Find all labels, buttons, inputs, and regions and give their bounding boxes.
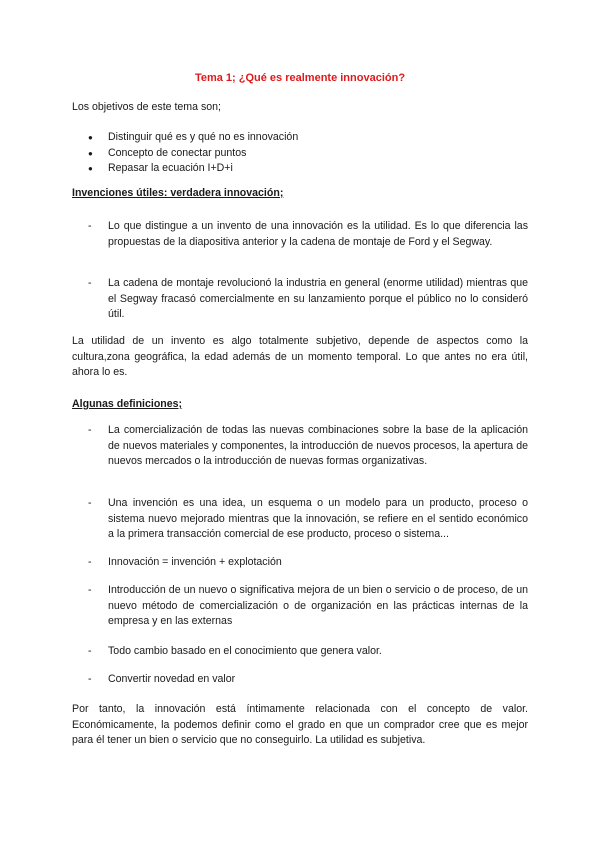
dash-marker: - [88, 424, 92, 436]
list-item-text: Introducción de un nuevo o significativa mejora de un bien o servicio o de proceso, de un nuevo método de comercialización o de organización en las prácticas internas de la empresa y en las externas [108, 584, 528, 628]
list-item-text: La cadena de montaje revolucionó la industria en general (enorme utilidad) mientras que el Segway fracasó comercialmente en su lanzamiento porque el público no lo consideró útil. [108, 277, 528, 321]
dash-marker: - [88, 673, 92, 685]
list-item [88, 644, 528, 660]
dash-marker: - [88, 645, 92, 657]
dash-marker: - [88, 277, 92, 289]
dash-marker: - [88, 220, 92, 232]
list-item [88, 276, 528, 323]
paragraph-value: Por tanto, la innovación está íntimamente relacionada con el concepto de valor. Económicamente, la podemos definir como el grado en que un comprador cree que es mejor para él tener un bien o servicio que no conseguirlo. La utilidad es subjetiva. [72, 703, 528, 747]
dash-marker: - [88, 584, 92, 596]
list-item [88, 219, 528, 250]
list-item-text: Convertir novedad en valor [108, 673, 236, 685]
list-item: ● Repasar la ecuación I+D+i [88, 161, 298, 177]
list-item-text: La comercialización de todas las nuevas combinaciones sobre la base de la aplicación de nuevos materiales y componentes, la introducción de nuevos procesos, la apertura de nuevos mercados o la introducción de nuevas formas organizativas. [108, 424, 528, 468]
paragraph-utility: La utilidad de un invento es algo totalmente subjetivo, depende de aspectos como la cultura,zona geográfica, la edad además de un momento temporal. Lo que antes no era útil, ahora lo es. [72, 335, 528, 379]
list-item [88, 496, 528, 543]
list-item-text: Innovación = invención + explotación [108, 556, 282, 568]
list-item-text: Todo cambio basado en el conocimiento que genera valor. [108, 645, 382, 657]
list-item-text: Una invención es una idea, un esquema o un modelo para un producto, proceso o sistema nuevo mejorado mientras que la innovación, se refiere en el sentido económico a la primera transacción comercial de ese producto, proceso o sistema... [108, 497, 528, 541]
dash-marker: - [88, 556, 92, 568]
section-heading-definitions: Algunas definiciones; [72, 398, 183, 410]
list-item [88, 583, 528, 630]
page-title: Tema 1; ¿Qué es realmente innovación? [194, 72, 406, 84]
list-item: ● Concepto de conectar puntos [88, 146, 298, 162]
dash-marker: - [88, 497, 92, 509]
intro-text: Los objetivos de este tema son; [72, 101, 221, 113]
section-heading-inventions: Invenciones útiles: verdadera innovación; [72, 187, 284, 199]
list-item-text: Lo que distingue a un invento de una innovación es la utilidad. Es lo que diferencia las propuestas de la diapositiva anterior y la cadena de montaje de Ford y el Segway. [108, 220, 528, 248]
objectives-list [88, 130, 298, 177]
list-item [88, 555, 528, 571]
list-item: ● Distinguir qué es y qué no es innovación [88, 130, 298, 146]
list-item [88, 672, 528, 688]
list-item [88, 423, 528, 470]
